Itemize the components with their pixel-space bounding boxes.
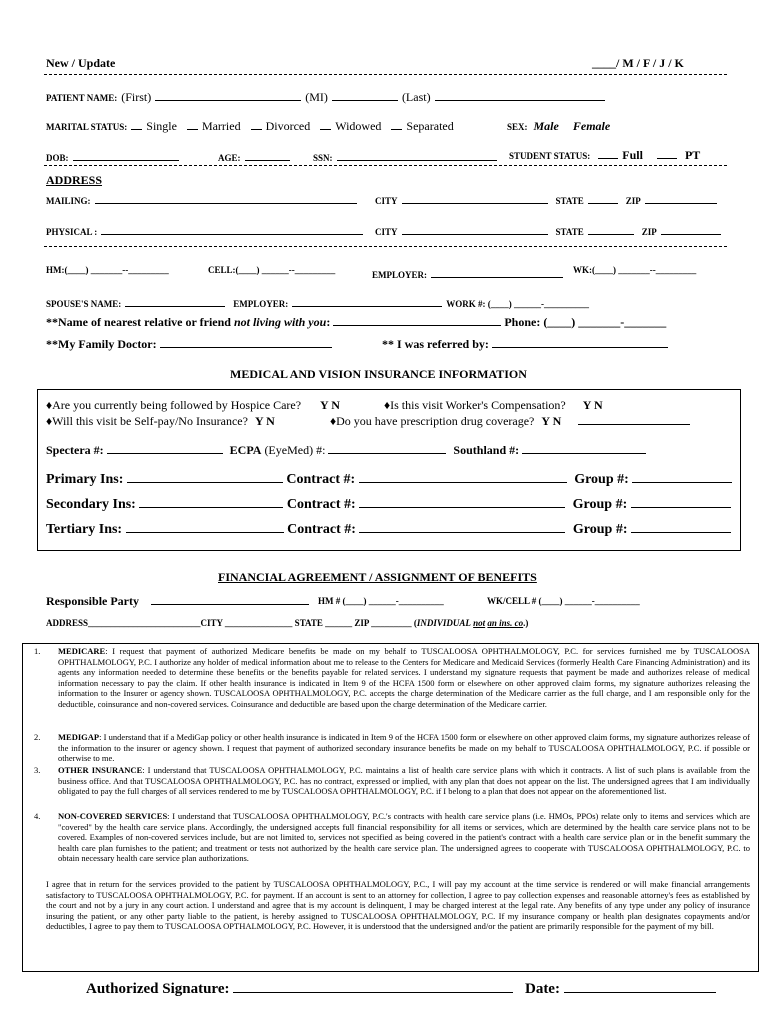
state-label: STATE — [555, 227, 584, 237]
zip-label: ZIP — [641, 227, 657, 237]
responsible-address-fields[interactable]: ADDRESS_________________________CITY _______________ STATE ______ ZIP _________ ( — [46, 618, 417, 628]
ssn-row — [313, 148, 497, 166]
individual-text: INDIVIDUAL — [416, 618, 471, 628]
age-field[interactable] — [245, 150, 290, 161]
full-checkbox[interactable] — [598, 148, 618, 159]
divorced-checkbox[interactable] — [251, 119, 262, 130]
workers-comp-question-text: Is this visit Worker's Compensation? — [390, 398, 566, 412]
separated-label: Separated — [406, 119, 454, 133]
sex-row — [507, 117, 610, 135]
spouse-work-phone-field[interactable]: WORK #: (____) ______-__________ — [446, 299, 590, 309]
tertiary-contract-field[interactable] — [359, 522, 565, 533]
term-text-non-covered: : I understand that TUSCALOOSA OPHTHALMOLOGY, P.C.'s contracts with health care service plans (i.e. HMOs, PPOs) relate only to items and services which are "covered" by the health care service plans. Accordingly, the undersigned accepts full financial responsibility for all items or services, which are determined by the health care service plans not to be covered. Examples of non-covered services include, but are not limited to, services not specified as being covered in the patient's contract with a health care service plan or in the benefit summary the health care plan furnishes to the patient; and treatment or tests not authorized by the health care service plan. The undersigned agrees to cooperate with TUSCALOOSA OPHTHALMOLOGY, P.C. to obtain necessary health care service plan authorizations. — [58, 811, 750, 864]
employer-row — [372, 265, 563, 283]
primary-ins-field[interactable] — [127, 472, 283, 483]
married-label: Married — [201, 119, 241, 133]
divorced-label: Divorced — [265, 119, 311, 133]
responsible-party-label: Responsible Party — [46, 594, 139, 608]
term-number-4: 4. — [34, 811, 41, 821]
physical-state-field[interactable] — [588, 224, 634, 235]
city-label: CITY — [375, 196, 398, 206]
nearest-relative-label: **Name of nearest relative or friend — [46, 315, 234, 329]
single-checkbox[interactable] — [131, 119, 142, 130]
ecpa-label: ECPA — [229, 443, 262, 457]
responsible-address-row[interactable] — [46, 618, 528, 628]
tertiary-ins-row — [46, 522, 731, 538]
diamond-bullet-icon: ♦ — [384, 398, 391, 412]
term-number-2: 2. — [34, 732, 41, 742]
physical-label: PHYSICAL : — [46, 227, 98, 237]
term-text-medicare: : I request that payment of authorized Medicare benefits be made on my behalf to TUSCALOOSA OPHTHALMOLOGY, P.C. for services furnished me by TUSCALOOSA OPHTHALMOLOGY, P.C. I authorize any holder of medical information about me to release to the Centers for Medicare and Medicaid Services (formerly Health Care Financing Administration) and its agents any information needed to determine these benefits or the benefits payable for related services. I understand my signature requests that payment be made and authorizes release of medical information necessary to pay the claim. If other health insurance is indicated in Item 9 of the HCFA 1500 form or elsewhere on other approved claim forms, my signature authorizes releasing the information to the Insurer or agency shown. TUSCALOOSA OPHTHALMOLOGY, P.C. accepts the charge determination of the Medicare carrier as the full charge, and I am responsible only for the deductible, coinsurance and non-covered services. Coinsurance and deductible are based upon the charge determination of the Medicare carrier. — [58, 646, 750, 709]
physical-zip-field[interactable] — [661, 224, 721, 235]
referred-by-field[interactable] — [492, 337, 668, 348]
cell-phone-field[interactable]: CELL:(____) ______--_________ — [208, 265, 336, 275]
spouse-employer-field[interactable] — [292, 296, 442, 307]
close-paren: .) — [523, 618, 529, 628]
full-label: Full — [622, 148, 643, 162]
ssn-label: SSN: — [313, 153, 333, 163]
responsible-work-phone-field[interactable]: WK/CELL # (____) ______-__________ — [487, 596, 640, 606]
widowed-checkbox[interactable] — [320, 119, 331, 130]
work-phone-field[interactable]: WK:(____) _______--_________ — [573, 265, 697, 275]
family-doctor-row — [46, 337, 332, 352]
tertiary-ins-label: Tertiary Ins: — [46, 522, 123, 537]
secondary-group-label: Group #: — [572, 497, 628, 512]
family-doctor-label: **My Family Doctor: — [46, 337, 157, 351]
secondary-contract-field[interactable] — [359, 497, 565, 508]
pt-label: PT — [684, 148, 701, 162]
self-pay-question — [46, 414, 275, 429]
financial-heading: FINANCIAL AGREEMENT / ASSIGNMENT OF BENEFITS — [218, 570, 537, 584]
spectera-field[interactable] — [107, 443, 223, 454]
family-doctor-field[interactable] — [160, 337, 332, 348]
date-label: Date: — [524, 981, 560, 997]
prescription-question-text: Do you have prescription drug coverage? — [336, 414, 535, 428]
secondary-ins-row — [46, 497, 731, 513]
last-name-label: (Last) — [401, 90, 431, 104]
term-title-non-covered: NON-COVERED SERVICES — [58, 811, 168, 821]
marital-status-row — [46, 117, 454, 135]
first-name-label: (First) — [121, 90, 152, 104]
sex-female-option[interactable]: Female — [572, 119, 611, 133]
address-heading: ADDRESS — [46, 173, 103, 187]
colon: : — [326, 315, 331, 329]
nearest-relative-field[interactable] — [333, 315, 501, 326]
spouse-row — [46, 294, 589, 312]
self-pay-question-text: Will this visit be Self-pay/No Insurance? — [52, 414, 248, 428]
zip-label: ZIP — [625, 196, 641, 206]
tertiary-ins-field[interactable] — [126, 522, 284, 533]
divider — [44, 246, 727, 247]
diamond-bullet-icon: ♦ — [46, 414, 53, 428]
sex-male-option[interactable]: Male — [533, 119, 559, 133]
secondary-ins-label: Secondary Ins: — [46, 497, 136, 512]
dob-field[interactable] — [73, 150, 179, 161]
divider — [44, 165, 727, 166]
sex-label: SEX: — [507, 122, 528, 132]
workers-comp-question — [384, 398, 603, 413]
vision-plans-row — [46, 443, 646, 458]
prescription-yn-option[interactable]: Y N — [541, 414, 562, 428]
married-checkbox[interactable] — [187, 119, 198, 130]
referred-by-row — [382, 337, 668, 352]
divider — [44, 74, 727, 75]
term-closing-agreement: I agree that in return for the services provided to the patient by TUSCALOOSA OPHTHALMOLOGY, P.C., I will pay my account at the time service is rendered or will make financial arrangements satisfactory to TUSCALOOSA OPHTHALMOLOGY, P.C. for payment. If an account is sent to an attorney for collection, I agree to pay collection expenses and reasonable attorney's fees as established by the court and not by a jury in any court action. I understand and agree that is my account is delinquent, I may be charged interest at the legal rate. Any benefits of any type under any policy of insurance insuring the patient, or any other party liable to the patient, is hereby assigned to TUSCALOOSA OPHTHALMOLOGY, P.C. If my insurance company or health plan designates copayments and/or deductibles, I agree to pay them to TUSCALOOSA OPTHALMOLOGY, P.C. However, it is understood that the undersigned and/or the patient are primarily responsible for the payment of my bill. — [46, 879, 750, 932]
dob-row — [46, 148, 179, 166]
marital-status-label: MARITAL STATUS: — [46, 122, 128, 132]
secondary-group-field[interactable] — [631, 497, 731, 508]
mi-label: (MI) — [305, 90, 328, 104]
last-name-field[interactable] — [435, 90, 605, 101]
relative-phone-field[interactable]: Phone: (____) _______-_______ — [504, 315, 667, 329]
employer-label: EMPLOYER: — [372, 270, 427, 280]
city-label: CITY — [375, 227, 398, 237]
term-number-1: 1. — [34, 646, 41, 656]
term-medigap — [58, 732, 750, 764]
signature-field[interactable] — [233, 980, 513, 993]
separated-checkbox[interactable] — [391, 119, 402, 130]
patient-gender-codes[interactable]: ____/ M / F / J / K — [592, 56, 684, 70]
diamond-bullet-icon: ♦ — [330, 414, 337, 428]
physical-field[interactable] — [101, 224, 363, 235]
new-update-label[interactable]: New / Update — [46, 56, 116, 70]
dob-label: DOB: — [46, 153, 69, 163]
diamond-bullet-icon: ♦ — [46, 398, 53, 412]
signature-row — [86, 980, 716, 998]
mailing-field[interactable] — [95, 193, 357, 204]
spouse-name-label: SPOUSE'S NAME: — [46, 299, 122, 309]
primary-contract-field[interactable] — [359, 472, 567, 483]
workers-comp-yn-option[interactable]: Y N — [582, 398, 603, 412]
mailing-city-row — [375, 191, 717, 209]
southland-field[interactable] — [522, 443, 646, 454]
age-label: AGE: — [218, 153, 241, 163]
nearest-relative-row — [46, 315, 666, 330]
term-other-insurance — [58, 765, 750, 797]
insurance-heading: MEDICAL AND VISION INSURANCE INFORMATION — [230, 367, 527, 381]
responsible-party-field[interactable] — [151, 594, 309, 605]
tertiary-group-field[interactable] — [631, 522, 731, 533]
tertiary-contract-label: Contract #: — [287, 522, 356, 537]
prescription-question — [330, 414, 690, 429]
term-text-other-insurance: : I understand that TUSCALOOSA OPHTHALMOLOGY, P.C. maintains a list of health care service plans with which it contracts. A list of such plans is available from the business office. And that TUSCALOOSA OPHTHALMOLOGY, P.C. has no contract, expressed or implied, with any plan that does not appear on the list. The undersigned agrees that I am individually obligated to pay the full charges of all services rendered to me by TUSCALOOSA OPHTHALMOLOGY, P.C. if I belong to a plan that does not appear on the aforementioned list. — [58, 765, 750, 797]
prescription-field[interactable] — [578, 414, 690, 425]
term-title-medicare: MEDICARE — [58, 646, 106, 656]
not-living-with-you-text: not living with you — [233, 315, 327, 329]
term-non-covered — [58, 811, 750, 864]
physical-row — [46, 222, 363, 240]
pt-checkbox[interactable] — [657, 148, 677, 159]
secondary-contract-label: Contract #: — [286, 497, 356, 512]
home-phone-field[interactable]: HM:(____) _______--_________ — [46, 265, 169, 275]
term-text-medigap: : I understand that if a MediGap policy or other health insurance is indicated in Item 9 of the HCFA 1500 form or elsewhere on other approved claim forms, my signature authorizes release of the information to the insurer or agency shown. I request that payment of authorized secondary insurance benefits be made on my behalf to TUSCALOOSA OPHTHALMOLOGY, P.C. if possible or otherwise to me. — [58, 732, 750, 764]
an-ins-co-text: an ins. co — [487, 618, 524, 628]
primary-ins-row — [46, 472, 732, 488]
hospice-question-text: Are you currently being followed by Hospice Care? — [52, 398, 302, 412]
ecpa-field[interactable] — [328, 443, 446, 454]
primary-group-label: Group #: — [574, 472, 629, 487]
ecpa-eyemed-label: (EyeMed) #: — [264, 443, 326, 457]
state-label: STATE — [555, 196, 584, 206]
mailing-city-field[interactable] — [402, 193, 548, 204]
primary-ins-label: Primary Ins: — [46, 472, 124, 487]
spouse-employer-label: EMPLOYER: — [233, 299, 289, 309]
student-status-row — [509, 146, 700, 164]
date-field[interactable] — [564, 980, 716, 993]
referred-by-label: ** I was referred by: — [382, 337, 489, 351]
mailing-row — [46, 191, 357, 209]
spouse-name-field[interactable] — [125, 296, 225, 307]
patient-name-row — [46, 88, 605, 106]
primary-contract-label: Contract #: — [286, 472, 356, 487]
hospice-yn-option[interactable]: Y N — [320, 398, 340, 412]
hospice-question — [46, 398, 340, 413]
term-medicare — [58, 646, 750, 710]
student-status-label: STUDENT STATUS: — [509, 151, 591, 161]
self-pay-yn-option[interactable]: Y N — [254, 414, 275, 428]
first-name-field[interactable] — [155, 90, 301, 101]
spectera-label: Spectera #: — [46, 443, 104, 457]
tertiary-group-label: Group #: — [572, 522, 628, 537]
widowed-label: Widowed — [335, 119, 382, 133]
mailing-label: MAILING: — [46, 196, 91, 206]
age-row — [218, 148, 290, 166]
mi-field[interactable] — [332, 90, 398, 101]
employer-field[interactable] — [431, 267, 563, 278]
signature-label: Authorized Signature: — [86, 981, 230, 997]
secondary-ins-field[interactable] — [139, 497, 283, 508]
physical-city-row — [375, 222, 721, 240]
single-label: Single — [146, 119, 177, 133]
mailing-zip-field[interactable] — [645, 193, 717, 204]
term-title-other-insurance: OTHER INSURANCE — [58, 765, 143, 775]
physical-city-field[interactable] — [402, 224, 548, 235]
ssn-field[interactable] — [337, 150, 497, 161]
southland-label: Southland #: — [453, 443, 520, 457]
mailing-state-field[interactable] — [588, 193, 618, 204]
term-title-medigap: MEDIGAP — [58, 732, 100, 742]
term-number-3: 3. — [34, 765, 41, 775]
responsible-party-row — [46, 592, 309, 610]
primary-group-field[interactable] — [632, 472, 732, 483]
not-text: not — [473, 618, 486, 628]
patient-name-label: PATIENT NAME: — [46, 93, 118, 103]
responsible-home-phone-field[interactable]: HM # (____) ______-__________ — [318, 596, 444, 606]
